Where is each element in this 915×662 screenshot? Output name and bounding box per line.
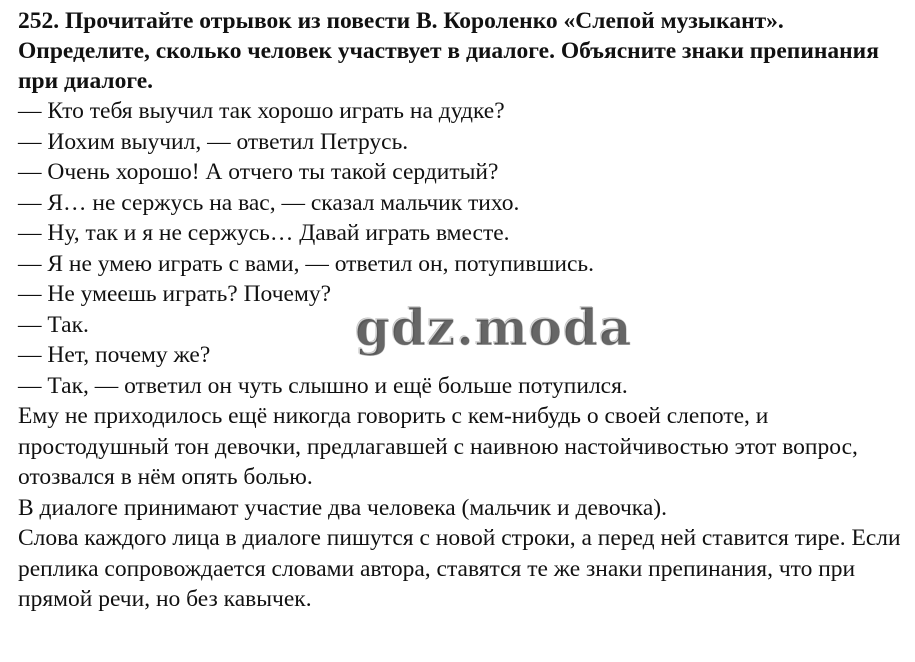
dialogue-line: — Я… не сержусь на вас, — сказал мальчик тихо. (18, 189, 520, 216)
answer-paragraph: Слова каждого лица в диалоге пишутся с новой строки, а перед ней ставится тире. Если реплика сопровождается словами автора, ставятся те же знаки препинания, что при прямой речи, но без кавычек. (18, 525, 901, 612)
task-heading: 252. Прочитайте отрывок из повести В. Короленко «Слепой музыкант». Определите, сколько человек участвует в диалоге. Объясните знаки препинания при диалоге. (18, 8, 879, 94)
dialogue-line: — Иохим выучил, — ответил Петрусь. (18, 128, 409, 155)
dialogue-line: — Ну, так и я не сержусь… Давай играть вместе. (18, 220, 510, 246)
exercise-page (18, 6, 908, 615)
dialogue-line: — Так, — ответил он чуть слышно и ещё больше потупился. (18, 372, 628, 399)
dialogue-line: — Кто тебя выучил так хорошо играть на дудке? (18, 98, 505, 124)
watermark-logo: gdz.moda (355, 298, 633, 357)
dialogue-line: — Очень хорошо! А отчего ты такой сердитый? (18, 159, 499, 185)
dialogue-line: — Не умеешь играть? Почему? (18, 281, 332, 307)
answer-paragraph: В диалоге принимают участие два человека (мальчик и девочка). (18, 494, 667, 521)
narration-paragraph: Ему не приходилось ещё никогда говорить с кем-нибудь о своей слепоте, и простодушный тон девочки, предлагавшей с наивною настойчивостью этот вопрос, отозвался в нём опять болью. (18, 403, 858, 490)
dialogue-line: — Так. (18, 311, 89, 338)
dialogue-line: — Я не умею играть с вами, — ответил он, потупившись. (18, 250, 595, 277)
dialogue-list (18, 96, 908, 401)
dialogue-line: — Нет, почему же? (18, 342, 211, 368)
